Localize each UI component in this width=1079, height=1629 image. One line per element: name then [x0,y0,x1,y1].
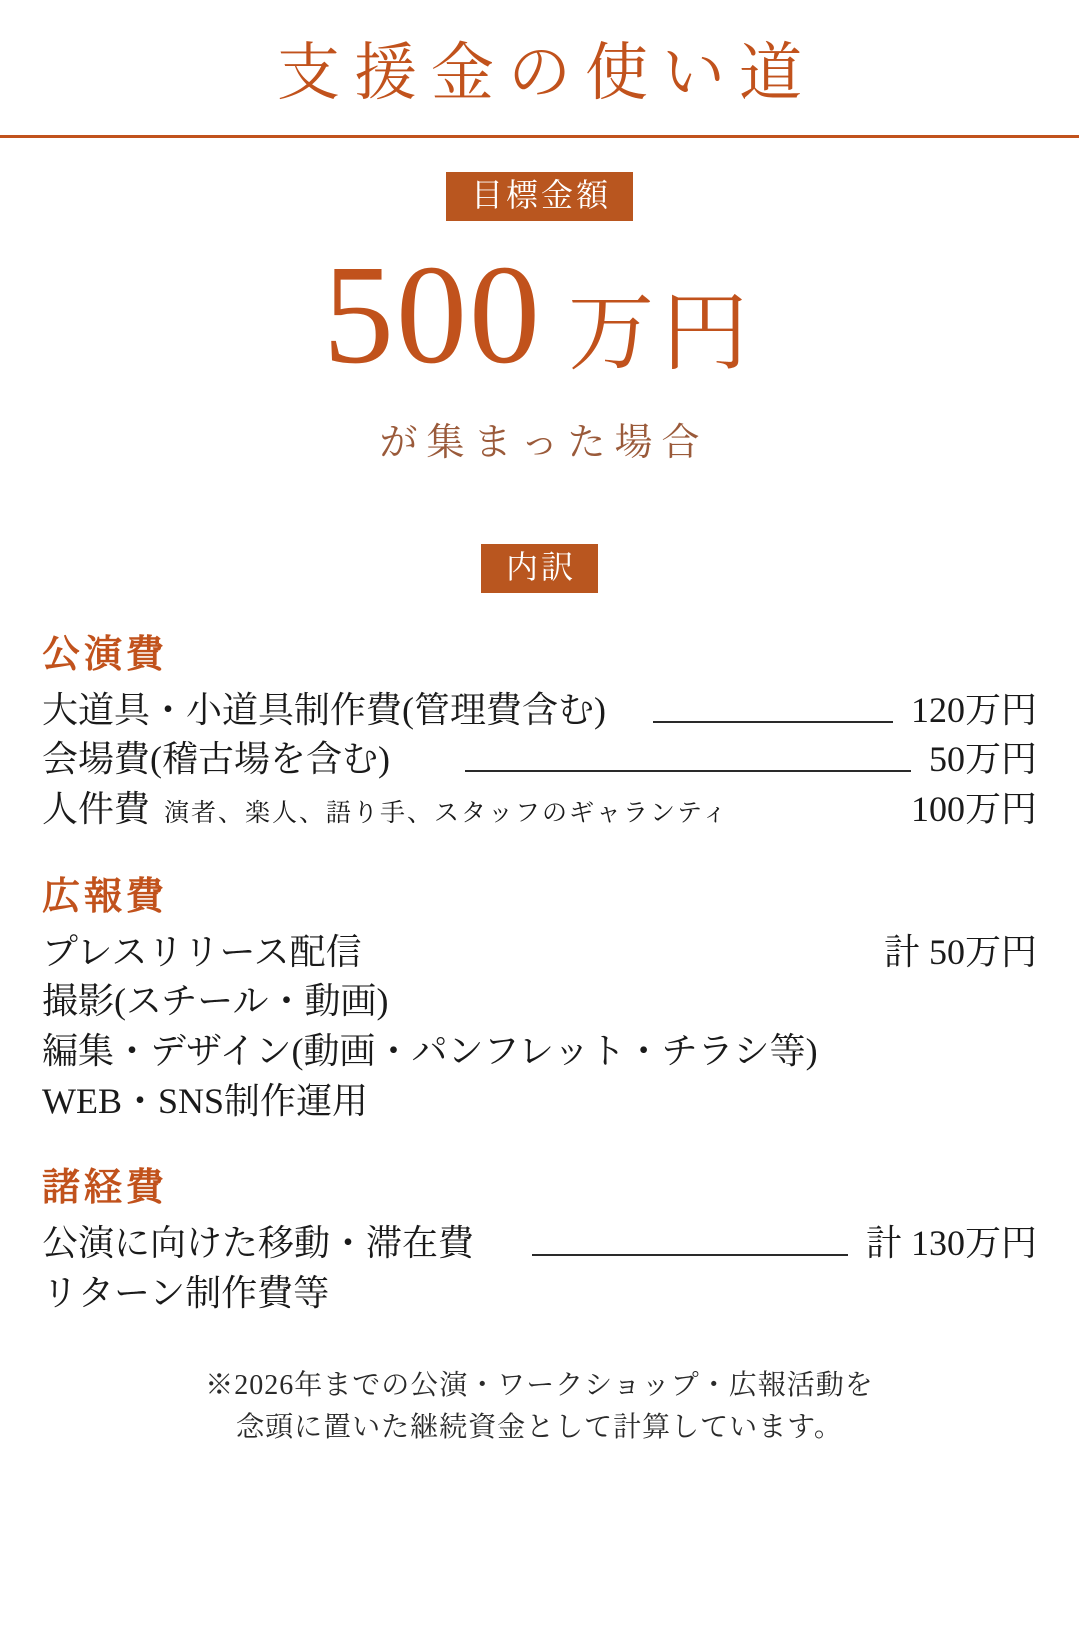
cost-value: 計 130万円 [865,1223,1037,1264]
cost-value: 計 50万円 [883,931,1037,972]
leader-line [620,721,897,722]
leader-line [488,1254,852,1255]
cost-row [42,735,1037,785]
goal-amount-unit: 万円 [568,284,756,381]
section-title: 諸経費 [42,1167,169,1210]
cost-value: 100万円 [910,789,1037,830]
cost-detail-line: リターン制作費等 [42,1273,330,1314]
cost-row [42,785,1037,835]
leader-line [404,770,915,771]
leader-spacer [743,820,897,821]
cost-note: 演者、楽人、語り手、スタッフのギャランティ [164,800,730,828]
breakdown-tag-badge: 内訳 [481,544,598,593]
page-header [0,0,1079,138]
section-title: 広報費 [42,875,169,918]
section-misc-costs [0,1156,1079,1318]
footnote-line-2: 念頭に置いた継続資金として計算しています。 [236,1411,843,1443]
page-title: 支援金の使い道 [277,38,816,108]
goal-tag-badge: 目標金額 [446,172,633,221]
cost-row [42,686,1037,736]
section-performance-costs [0,623,1079,835]
cost-value: 120万円 [910,689,1037,730]
goal-section [0,172,1079,466]
cost-label: 会場費(稽古場を含む) [42,739,390,780]
cost-row [42,1219,1037,1269]
goal-amount [0,234,1079,393]
footnote [0,1365,1079,1449]
cost-value: 50万円 [928,739,1037,780]
cost-detail-line: 撮影(スチール・動画) [42,981,389,1022]
footnote-line-1: ※2026年までの公演・ワークショップ・広報活動を [205,1369,874,1401]
section-publicity-costs [0,865,1079,1127]
breakdown-header [0,544,1079,593]
cost-row [42,928,1037,978]
cost-detail-line: WEB・SNS制作運用 [42,1080,369,1121]
cost-detail-line: 編集・デザイン(動画・パンフレット・チラシ等) [42,1031,818,1072]
cost-label: 大道具・小道具制作費(管理費含む) [42,689,606,730]
leader-spacer [376,963,870,964]
cost-label: 人件費 [42,789,151,830]
cost-label: プレスリリース配信 [42,931,362,972]
section-title: 公演費 [42,633,169,676]
cost-label: 公演に向けた移動・滞在費 [42,1223,475,1264]
goal-subtitle: が集まった場合 [379,421,709,464]
goal-amount-number: 500 [323,234,542,393]
